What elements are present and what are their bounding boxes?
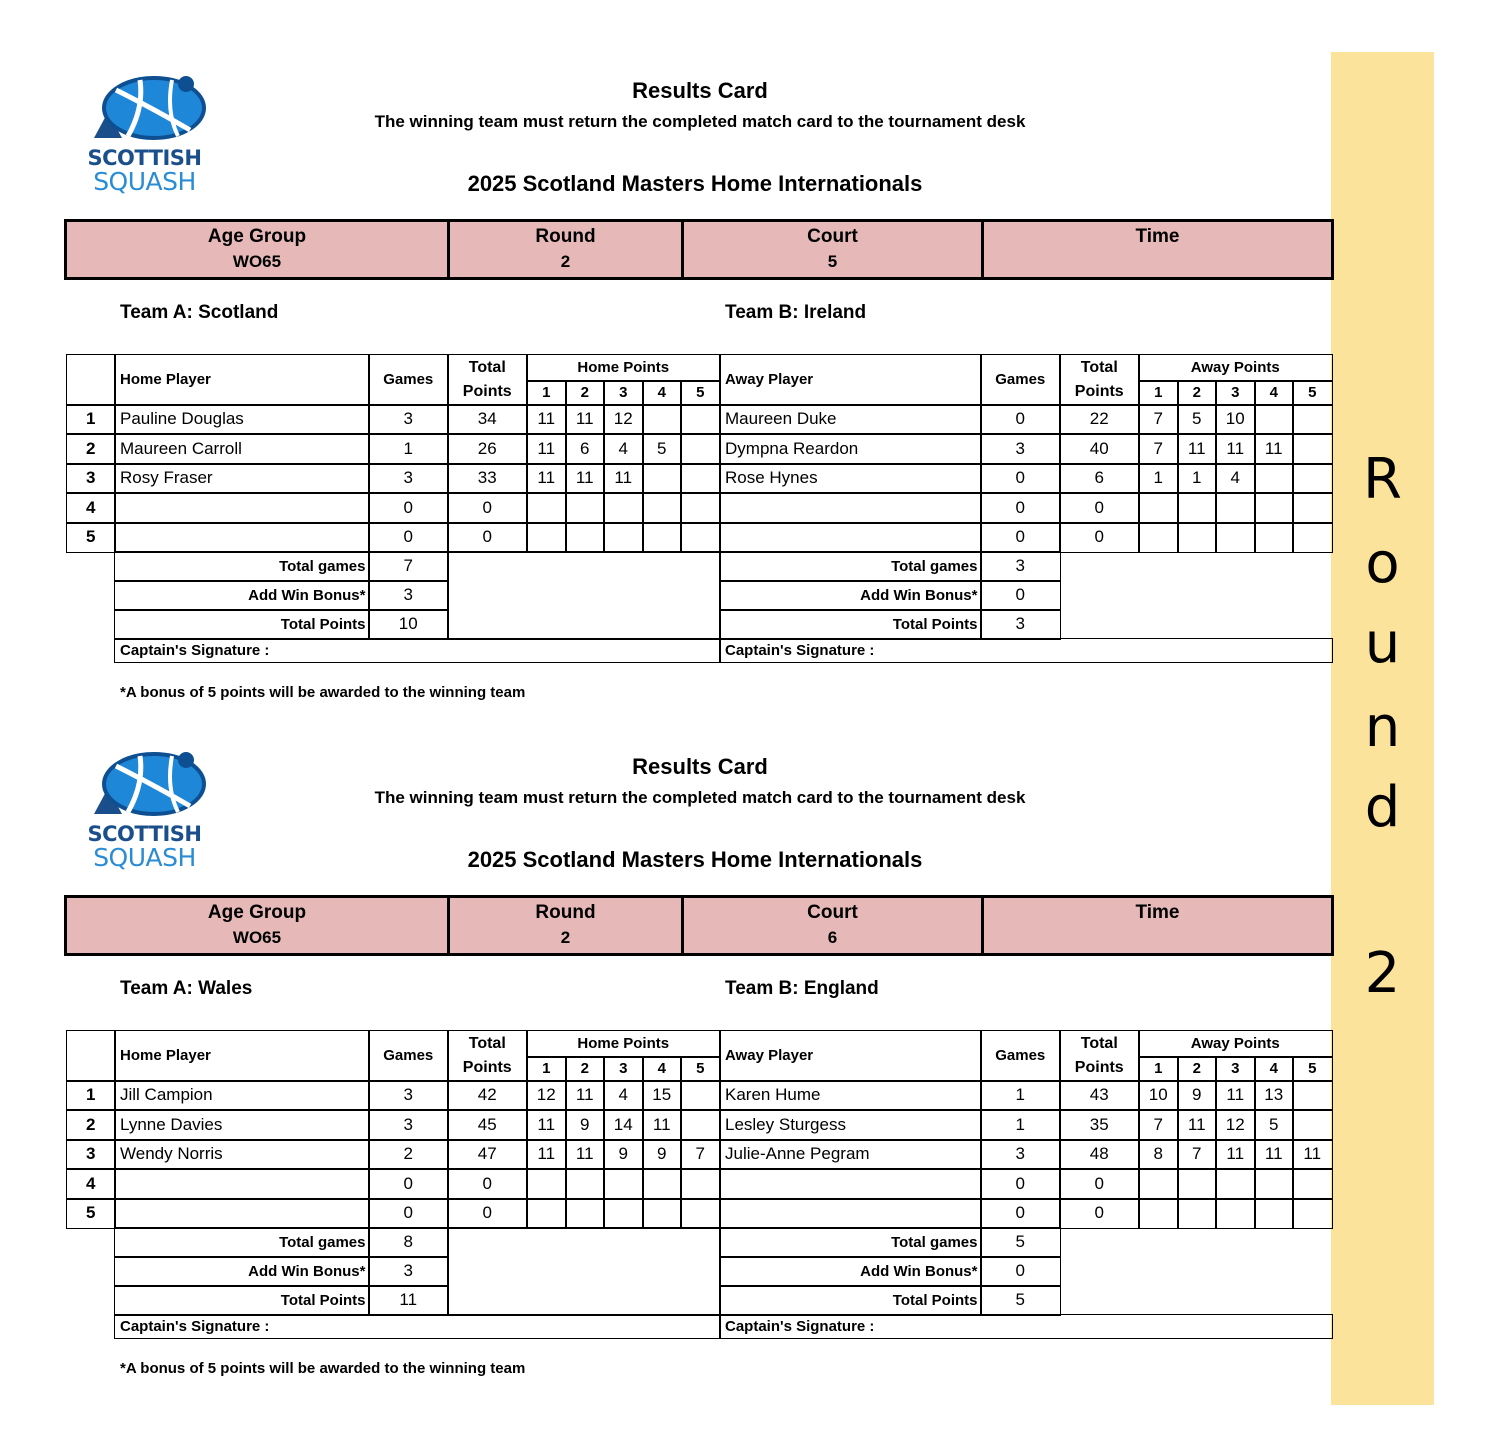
header-home-points: Home Points: [526, 354, 721, 382]
away-game-score[interactable]: 1: [1138, 463, 1179, 494]
home-win-bonus-label: Add Win Bonus*: [114, 580, 370, 611]
home-game-score[interactable]: 6: [565, 433, 605, 465]
home-player-name[interactable]: Jill Campion: [114, 1080, 370, 1111]
away-game-score[interactable]: 11: [1177, 1109, 1217, 1141]
time-cell[interactable]: [984, 898, 1331, 953]
away-game-score[interactable]: [1177, 522, 1217, 553]
away-total-points-value[interactable]: 5: [980, 1285, 1061, 1316]
away-game-score[interactable]: [1177, 1168, 1217, 1200]
away-game-score[interactable]: [1138, 522, 1179, 553]
home-game-score[interactable]: [603, 522, 644, 553]
bonus-note: *A bonus of 5 points will be awarded to the winning team: [120, 1360, 526, 1377]
card-title: Results Card: [632, 78, 768, 103]
away-total-games-value[interactable]: 3: [980, 551, 1061, 582]
match-info-bar: [64, 895, 1334, 956]
home-player-name[interactable]: Lynne Davies: [114, 1109, 370, 1141]
away-game-score[interactable]: 11: [1215, 433, 1256, 465]
home-game-score[interactable]: [565, 1198, 605, 1229]
round-cell: [450, 222, 684, 277]
header-home-total-points: [447, 1030, 528, 1082]
away-game-score[interactable]: 8: [1138, 1139, 1179, 1170]
header-home-points: Home Points: [526, 1030, 721, 1058]
away-total-points[interactable]: 43: [1059, 1080, 1140, 1111]
away-games-won[interactable]: 3: [980, 433, 1061, 465]
team-a-label: Team A: Scotland: [120, 302, 279, 323]
results-card: [0, 676, 1500, 1377]
away-game-score[interactable]: 12: [1215, 1109, 1256, 1141]
side-label-letter: d: [1364, 775, 1401, 840]
home-total-games-value[interactable]: 7: [368, 551, 449, 582]
away-game-score[interactable]: 5: [1177, 404, 1217, 435]
side-label-letter: u: [1364, 611, 1401, 676]
away-game-score[interactable]: 11: [1292, 1139, 1333, 1170]
away-game-score[interactable]: [1177, 1198, 1217, 1229]
away-player-name[interactable]: Lesley Sturgess: [719, 1109, 982, 1141]
logo-text-scottish: SCOTTISH: [87, 146, 202, 170]
header-away-game-number: 4: [1254, 380, 1294, 406]
away-games-won[interactable]: 0: [980, 404, 1061, 435]
away-game-score[interactable]: 11: [1254, 1139, 1294, 1170]
home-games-won[interactable]: 1: [368, 433, 449, 465]
away-game-score[interactable]: [1292, 1168, 1333, 1200]
header-home-game-number: 1: [526, 1056, 567, 1082]
header-home-player: Home Player: [114, 1030, 370, 1082]
home-game-score[interactable]: [603, 1168, 644, 1200]
away-game-score[interactable]: 7: [1138, 1109, 1179, 1141]
header-away-player: Away Player: [719, 354, 982, 406]
header-total-word: Total: [468, 358, 506, 376]
header-total-word: Total: [468, 1034, 506, 1052]
away-total-points[interactable]: 0: [1059, 1168, 1140, 1200]
away-game-score[interactable]: [1138, 492, 1179, 524]
header-row-number: [66, 1030, 116, 1082]
header-away-game-number: 5: [1292, 380, 1333, 406]
home-game-score[interactable]: [642, 404, 682, 435]
header-total-word: Total: [1080, 1034, 1118, 1052]
away-game-score[interactable]: 1: [1177, 463, 1217, 494]
header-away-game-number: 3: [1215, 380, 1256, 406]
home-player-name[interactable]: Wendy Norris: [114, 1139, 370, 1170]
away-game-score[interactable]: [1292, 522, 1333, 553]
event-title: 2025 Scotland Masters Home Internationals: [467, 847, 923, 872]
header-away-game-number: 3: [1215, 1056, 1256, 1082]
age-group-value: WO65: [232, 928, 282, 947]
home-player-name[interactable]: Maureen Carroll: [114, 433, 370, 465]
away-player-name[interactable]: Maureen Duke: [719, 404, 982, 435]
away-total-points[interactable]: 0: [1059, 522, 1140, 553]
row-number: 4: [66, 1168, 116, 1200]
time-label: Time: [1135, 902, 1180, 923]
header-home-game-number: 3: [603, 380, 644, 406]
team-b-label: Team B: England: [725, 978, 879, 999]
away-game-score[interactable]: [1292, 404, 1333, 435]
logo-text-squash: SQUASH: [93, 167, 196, 196]
event-title: 2025 Scotland Masters Home Internationals: [467, 171, 923, 196]
card-subtitle: The winning team must return the completed match card to the tournament desk: [374, 112, 1026, 131]
age-group-cell: [67, 898, 450, 953]
away-total-games-value[interactable]: 5: [980, 1227, 1061, 1258]
home-game-score[interactable]: [680, 1080, 721, 1111]
away-game-score[interactable]: 7: [1138, 404, 1179, 435]
header-away-total-points: [1059, 354, 1140, 406]
away-games-won[interactable]: 0: [980, 522, 1061, 553]
home-game-score[interactable]: 12: [526, 1080, 567, 1111]
header-away-game-number: 5: [1292, 1056, 1333, 1082]
home-summary-spacer: [447, 1227, 721, 1316]
header-home-game-number: 1: [526, 380, 567, 406]
away-game-score[interactable]: 7: [1138, 433, 1179, 465]
home-games-won[interactable]: 0: [368, 522, 449, 553]
round-label: Round: [535, 226, 596, 247]
home-game-score[interactable]: [565, 492, 605, 524]
row-number: 2: [66, 433, 116, 465]
away-game-score[interactable]: 11: [1215, 1080, 1256, 1111]
header-home-total-points: [447, 354, 528, 406]
home-game-score[interactable]: [680, 1109, 721, 1141]
home-game-score[interactable]: [642, 1168, 682, 1200]
home-game-score[interactable]: 15: [642, 1080, 682, 1111]
home-win-bonus-value[interactable]: 3: [368, 580, 449, 611]
away-total-points[interactable]: 48: [1059, 1139, 1140, 1170]
header-away-game-number: 4: [1254, 1056, 1294, 1082]
match-info-bar: [64, 219, 1334, 280]
home-total-points-label: Total Points: [114, 609, 370, 640]
home-total-games-label: Total games: [114, 551, 370, 582]
away-player-name[interactable]: [719, 522, 982, 553]
age-group-cell: [67, 222, 450, 277]
home-total-points[interactable]: 33: [447, 463, 528, 494]
home-player-name[interactable]: Rosy Fraser: [114, 463, 370, 494]
header-away-points: Away Points: [1138, 1030, 1333, 1058]
home-game-score[interactable]: 11: [526, 433, 567, 465]
away-game-score[interactable]: [1254, 492, 1294, 524]
home-game-score[interactable]: [603, 492, 644, 524]
home-game-score[interactable]: [565, 522, 605, 553]
away-total-points-label: Total Points: [719, 609, 982, 640]
side-label-letter: n: [1364, 695, 1401, 760]
court-cell: [684, 222, 984, 277]
home-game-score[interactable]: [680, 433, 721, 465]
header-home-game-number: 4: [642, 1056, 682, 1082]
home-total-games-value[interactable]: 8: [368, 1227, 449, 1258]
side-label-letter: o: [1365, 531, 1400, 596]
header-home-player: Home Player: [114, 354, 370, 406]
home-player-name[interactable]: [114, 492, 370, 524]
header-points-word: Points: [462, 382, 512, 400]
home-game-score[interactable]: 4: [603, 1080, 644, 1111]
away-player-name[interactable]: [719, 1168, 982, 1200]
away-total-points[interactable]: 6: [1059, 463, 1140, 494]
away-games-won[interactable]: 0: [980, 1198, 1061, 1229]
row-number: 3: [66, 1139, 116, 1170]
away-game-score[interactable]: 9: [1177, 1080, 1217, 1111]
card-subtitle: The winning team must return the completed match card to the tournament desk: [374, 788, 1026, 807]
home-games-won[interactable]: 2: [368, 1139, 449, 1170]
away-player-name[interactable]: Julie-Anne Pegram: [719, 1139, 982, 1170]
header-points-word: Points: [1074, 382, 1124, 400]
header-away-total-points: [1059, 1030, 1140, 1082]
away-summary-spacer: [1059, 1227, 1333, 1316]
away-summary-spacer: [1059, 551, 1333, 640]
home-total-points[interactable]: 0: [447, 492, 528, 524]
header-away-game-number: 2: [1177, 1056, 1217, 1082]
away-total-points[interactable]: 0: [1059, 1198, 1140, 1229]
header-away-games: Games: [980, 1030, 1061, 1082]
away-total-games-label: Total games: [719, 1227, 982, 1258]
home-player-name[interactable]: [114, 522, 370, 553]
row-number: 5: [66, 1198, 116, 1229]
home-game-score[interactable]: [642, 492, 682, 524]
away-game-score[interactable]: [1254, 463, 1294, 494]
away-game-score[interactable]: [1292, 1109, 1333, 1141]
home-total-points-value[interactable]: 11: [368, 1285, 449, 1316]
results-card: [0, 0, 1500, 701]
away-game-score[interactable]: [1215, 1198, 1256, 1229]
home-game-score[interactable]: 11: [603, 463, 644, 494]
team-b-label: Team B: Ireland: [725, 302, 867, 323]
home-games-won[interactable]: 0: [368, 1168, 449, 1200]
header-points-word: Points: [462, 1058, 512, 1076]
home-game-score[interactable]: 11: [642, 1109, 682, 1141]
away-games-won[interactable]: 0: [980, 492, 1061, 524]
home-summary-spacer: [447, 551, 721, 640]
away-game-score[interactable]: 10: [1138, 1080, 1179, 1111]
row-number: 4: [66, 492, 116, 524]
away-total-points-label: Total Points: [719, 1285, 982, 1316]
away-total-points[interactable]: 0: [1059, 492, 1140, 524]
away-games-won[interactable]: 0: [980, 463, 1061, 494]
home-game-score[interactable]: 11: [565, 1139, 605, 1170]
header-home-game-number: 5: [680, 380, 721, 406]
row-number: 1: [66, 404, 116, 435]
court-value: 5: [827, 252, 838, 271]
home-total-points-value[interactable]: 10: [368, 609, 449, 640]
header-away-game-number: 1: [1138, 380, 1179, 406]
away-game-score[interactable]: [1254, 1168, 1294, 1200]
court-value: 6: [827, 928, 838, 947]
away-games-won[interactable]: 3: [980, 1139, 1061, 1170]
home-games-won[interactable]: 3: [368, 1109, 449, 1141]
home-total-points-label: Total Points: [114, 1285, 370, 1316]
away-game-score[interactable]: [1138, 1168, 1179, 1200]
away-game-score[interactable]: 4: [1215, 463, 1256, 494]
row-number: 1: [66, 1080, 116, 1111]
away-game-score[interactable]: 5: [1254, 1109, 1294, 1141]
round-label: Round: [535, 902, 596, 923]
home-game-score[interactable]: [642, 522, 682, 553]
row-number: 3: [66, 463, 116, 494]
home-game-score[interactable]: [680, 492, 721, 524]
side-label-letter: 2: [1364, 941, 1401, 1006]
home-total-points[interactable]: 0: [447, 522, 528, 553]
away-win-bonus-label: Add Win Bonus*: [719, 1256, 982, 1287]
home-game-score[interactable]: [526, 1168, 567, 1200]
away-game-score[interactable]: [1138, 1198, 1179, 1229]
home-total-games-label: Total games: [114, 1227, 370, 1258]
round-cell: [450, 898, 684, 953]
home-game-score[interactable]: [526, 522, 567, 553]
home-game-score[interactable]: [603, 1198, 644, 1229]
age-group-label: Age Group: [207, 902, 307, 923]
time-cell[interactable]: [984, 222, 1331, 277]
home-game-score[interactable]: [642, 463, 682, 494]
away-games-won[interactable]: 1: [980, 1080, 1061, 1111]
away-player-name[interactable]: Dympna Reardon: [719, 433, 982, 465]
home-total-points[interactable]: 47: [447, 1139, 528, 1170]
home-games-won[interactable]: 3: [368, 404, 449, 435]
header-row-number: [66, 354, 116, 406]
away-game-score[interactable]: [1292, 492, 1333, 524]
court-cell: [684, 898, 984, 953]
home-total-points[interactable]: 34: [447, 404, 528, 435]
home-game-score[interactable]: [680, 1198, 721, 1229]
away-game-score[interactable]: [1292, 433, 1333, 465]
away-game-score[interactable]: [1177, 492, 1217, 524]
away-games-won[interactable]: 1: [980, 1109, 1061, 1141]
header-home-game-number: 2: [565, 1056, 605, 1082]
away-game-score[interactable]: 11: [1177, 433, 1217, 465]
home-total-points[interactable]: 26: [447, 433, 528, 465]
court-label: Court: [807, 902, 858, 923]
home-game-score[interactable]: 7: [680, 1139, 721, 1170]
home-game-score[interactable]: [526, 1198, 567, 1229]
home-games-won[interactable]: 3: [368, 1080, 449, 1111]
home-captain-signature[interactable]: Captain's Signature :: [114, 638, 721, 663]
court-label: Court: [807, 226, 858, 247]
home-player-name[interactable]: [114, 1168, 370, 1200]
away-player-name[interactable]: [719, 1198, 982, 1229]
home-game-score[interactable]: [526, 492, 567, 524]
away-player-name[interactable]: [719, 492, 982, 524]
header-home-games: Games: [368, 354, 449, 406]
home-games-won[interactable]: 0: [368, 1198, 449, 1229]
age-group-label: Age Group: [207, 226, 307, 247]
away-total-games-label: Total games: [719, 551, 982, 582]
home-win-bonus-value[interactable]: 3: [368, 1256, 449, 1287]
away-game-score[interactable]: 10: [1215, 404, 1256, 435]
header-away-games: Games: [980, 354, 1061, 406]
home-game-score[interactable]: 9: [565, 1109, 605, 1141]
away-total-points[interactable]: 35: [1059, 1109, 1140, 1141]
home-total-points[interactable]: 45: [447, 1109, 528, 1141]
away-captain-signature[interactable]: Captain's Signature :: [719, 638, 1333, 663]
header-away-game-number: 2: [1177, 380, 1217, 406]
home-win-bonus-label: Add Win Bonus*: [114, 1256, 370, 1287]
home-game-score[interactable]: 11: [565, 463, 605, 494]
header-points-word: Points: [1074, 1058, 1124, 1076]
row-number: 5: [66, 522, 116, 553]
home-game-score[interactable]: [680, 463, 721, 494]
header-away-game-number: 1: [1138, 1056, 1179, 1082]
away-total-points[interactable]: 22: [1059, 404, 1140, 435]
away-win-bonus-value[interactable]: 0: [980, 580, 1061, 611]
round-value: 2: [560, 928, 571, 947]
header-home-game-number: 5: [680, 1056, 721, 1082]
time-label: Time: [1135, 226, 1180, 247]
home-game-score[interactable]: [680, 1168, 721, 1200]
away-player-name[interactable]: Karen Hume: [719, 1080, 982, 1111]
home-game-score[interactable]: 9: [603, 1139, 644, 1170]
home-game-score[interactable]: 12: [603, 404, 644, 435]
away-game-score[interactable]: [1254, 522, 1294, 553]
home-games-won[interactable]: 3: [368, 463, 449, 494]
home-game-score[interactable]: [565, 1168, 605, 1200]
home-game-score[interactable]: 4: [603, 433, 644, 465]
away-game-score[interactable]: [1292, 463, 1333, 494]
away-game-score[interactable]: 11: [1254, 433, 1294, 465]
away-total-points-value[interactable]: 3: [980, 609, 1061, 640]
away-game-score[interactable]: [1292, 1080, 1333, 1111]
away-game-score[interactable]: 11: [1215, 1139, 1256, 1170]
away-game-score[interactable]: [1254, 1198, 1294, 1229]
away-game-score[interactable]: [1215, 1168, 1256, 1200]
home-game-score[interactable]: 11: [526, 404, 567, 435]
away-win-bonus-value[interactable]: 0: [980, 1256, 1061, 1287]
home-game-score[interactable]: 9: [642, 1139, 682, 1170]
bonus-note: *A bonus of 5 points will be awarded to the winning team: [120, 684, 526, 701]
header-home-game-number: 3: [603, 1056, 644, 1082]
logo-text-scottish: SCOTTISH: [87, 822, 202, 846]
home-game-score[interactable]: 11: [526, 1139, 567, 1170]
away-game-score[interactable]: [1215, 522, 1256, 553]
home-player-name[interactable]: Pauline Douglas: [114, 404, 370, 435]
header-home-game-number: 4: [642, 380, 682, 406]
round-value: 2: [560, 252, 571, 271]
header-total-word: Total: [1080, 358, 1118, 376]
home-games-won[interactable]: 0: [368, 492, 449, 524]
age-group-value: WO65: [232, 252, 282, 271]
home-game-score[interactable]: 11: [526, 463, 567, 494]
home-game-score[interactable]: 11: [526, 1109, 567, 1141]
away-game-score[interactable]: [1254, 404, 1294, 435]
away-game-score[interactable]: 7: [1177, 1139, 1217, 1170]
home-game-score[interactable]: [680, 404, 721, 435]
header-away-player: Away Player: [719, 1030, 982, 1082]
away-win-bonus-label: Add Win Bonus*: [719, 580, 982, 611]
away-game-score[interactable]: [1292, 1198, 1333, 1229]
home-game-score[interactable]: 11: [565, 1080, 605, 1111]
away-game-score[interactable]: 13: [1254, 1080, 1294, 1111]
away-captain-signature[interactable]: Captain's Signature :: [719, 1314, 1333, 1339]
away-game-score[interactable]: [1215, 492, 1256, 524]
logo-text-squash: SQUASH: [93, 843, 196, 872]
side-label-letter: R: [1363, 447, 1402, 512]
away-games-won[interactable]: 0: [980, 1168, 1061, 1200]
away-total-points[interactable]: 40: [1059, 433, 1140, 465]
home-total-points[interactable]: 42: [447, 1080, 528, 1111]
home-total-points[interactable]: 0: [447, 1198, 528, 1229]
home-game-score[interactable]: 14: [603, 1109, 644, 1141]
home-player-name[interactable]: [114, 1198, 370, 1229]
header-home-games: Games: [368, 1030, 449, 1082]
home-game-score[interactable]: 11: [565, 404, 605, 435]
home-total-points[interactable]: 0: [447, 1168, 528, 1200]
header-home-game-number: 2: [565, 380, 605, 406]
home-game-score[interactable]: 5: [642, 433, 682, 465]
team-a-label: Team A: Wales: [120, 978, 253, 999]
away-player-name[interactable]: Rose Hynes: [719, 463, 982, 494]
home-game-score[interactable]: [642, 1198, 682, 1229]
card-title: Results Card: [632, 754, 768, 779]
home-game-score[interactable]: [680, 522, 721, 553]
header-away-points: Away Points: [1138, 354, 1333, 382]
home-captain-signature[interactable]: Captain's Signature :: [114, 1314, 721, 1339]
row-number: 2: [66, 1109, 116, 1141]
